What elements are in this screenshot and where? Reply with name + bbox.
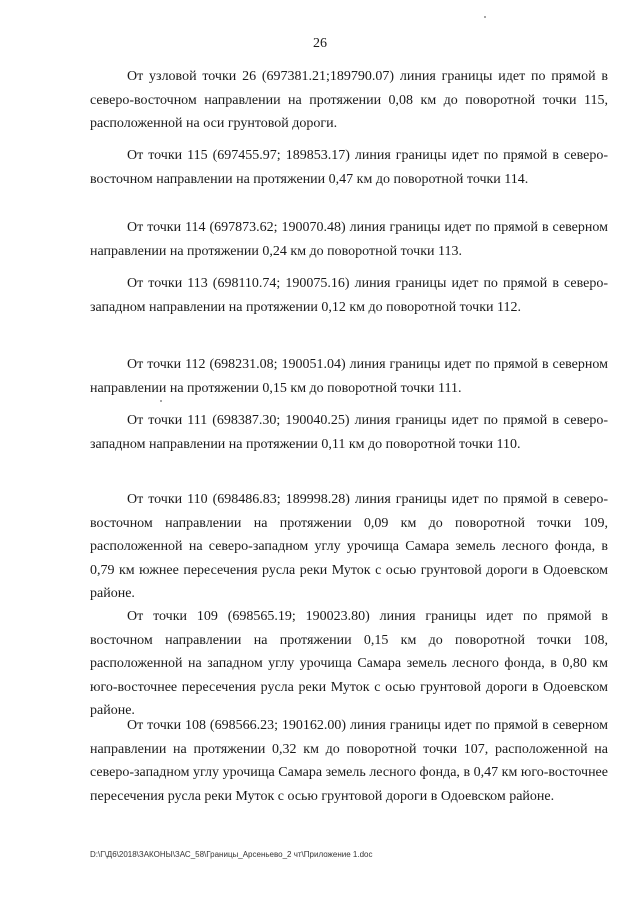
paragraph: От точки 115 (697455.97; 189853.17) линия границы идет по прямой в северо-восточном направлении на протяжении 0,47 км до поворотной точки 114. bbox=[90, 148, 608, 187]
paragraph: От точки 108 (698566.23; 190162.00) линия границы идет по прямой в северном направлении на протяжении 0,32 км до поворотной точки 107, расположенной на северо-западном углу урочища Самара земель лесного фонда, в 0,47 км юго-восточнее пересечения русла реки Муток с осью грунтовой дороги в Одоевском районе. bbox=[90, 718, 608, 804]
scan-speck bbox=[484, 16, 486, 18]
page-number: 26 bbox=[313, 36, 327, 51]
paragraph: От узловой точки 26 (697381.21;189790.07) линия границы идет по прямой в северо-восточном направлении на протяжении 0,08 км до поворотной точки 115, расположенной на оси грунтовой дороги. bbox=[90, 69, 608, 131]
paragraph: От точки 112 (698231.08; 190051.04) линия границы идет по прямой в северном направлении на протяжении 0,15 км до поворотной точки 111. bbox=[90, 357, 608, 396]
scan-speck bbox=[160, 400, 162, 402]
paragraph: От точки 113 (698110.74; 190075.16) линия границы идет по прямой в северо-западном направлении на протяжении 0,12 км до поворотной точки 112. bbox=[90, 276, 608, 315]
paragraph: От точки 111 (698387.30; 190040.25) линия границы идет по прямой в северо-западном направлении на протяжении 0,11 км до поворотной точки 110. bbox=[90, 413, 608, 452]
paragraph: От точки 109 (698565.19; 190023.80) линия границы идет по прямой в восточном направлении на протяжении 0,15 км до поворотной точки 108, расположенной на западном углу урочища Самара земель лесного фонда, в 0,80 км юго-восточнее пересечения русла реки Муток с осью грунтовой дороги в Одоевском районе. bbox=[90, 609, 608, 718]
footer-file-path: D:\Г\Д6\2018\ЗАКОНЫ\ЗАС_58\Границы_Арсеньево_2 чт\Приложение 1.doc bbox=[90, 850, 373, 859]
paragraph: От точки 110 (698486.83; 189998.28) линия границы идет по прямой в северо-восточном направлении на протяжении 0,09 км до поворотной точки 109, расположенной на северо-западном углу урочища Самара земель лесного фонда, в 0,79 км южнее пересечения русла реки Муток с осью грунтовой дороги в Одоевском районе. bbox=[90, 492, 608, 601]
paragraph: От точки 114 (697873.62; 190070.48) линия границы идет по прямой в северном направлении на протяжении 0,24 км до поворотной точки 113. bbox=[90, 220, 608, 259]
